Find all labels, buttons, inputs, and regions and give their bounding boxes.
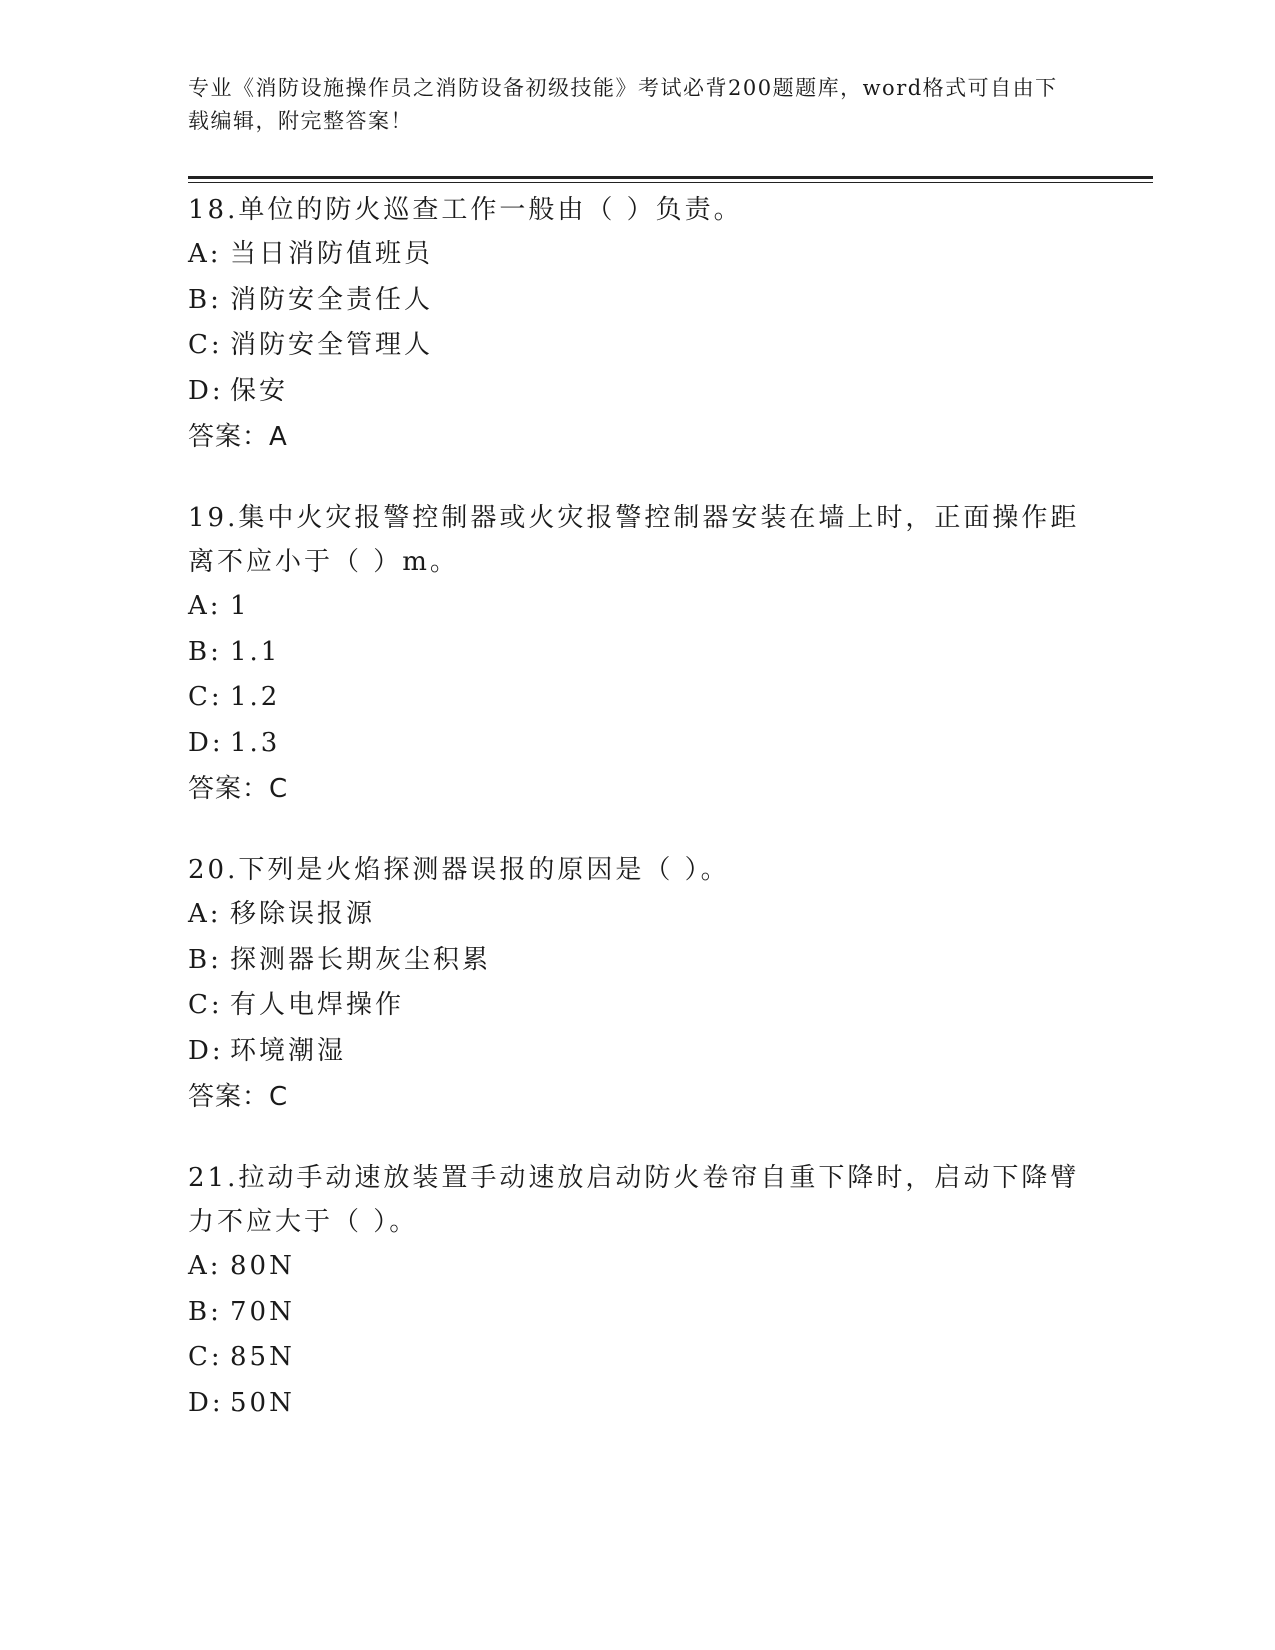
option-letter: D: [188,375,224,406]
answer-line: 答案：C [188,774,289,804]
option-letter: C: [188,682,223,712]
option-c [188,323,1088,369]
option-a [188,584,1088,630]
header-divider-thick [188,176,1153,179]
answer-line: 答案：A [188,422,288,452]
question-18 [188,188,1088,460]
option-d [188,1381,1088,1427]
option-letter: D: [188,1035,224,1066]
option-c [188,983,1088,1029]
option-c [188,1335,1088,1381]
option-text: 1 [230,591,250,621]
option-a [188,892,1088,938]
option-text: 50N [230,1387,295,1418]
option-text: 有人电焊操作 [230,990,405,1020]
question-19 [188,496,1088,812]
question-stem: 19.集中火灾报警控制器或火灾报警控制器安装在墙上时，正面操作距离不应小于（ ）m。 [188,503,1080,577]
option-text: 当日消防值班员 [230,239,434,269]
option-text: 70N [230,1296,295,1327]
question-20 [188,848,1088,1120]
option-text: 1.2 [230,682,281,712]
question-21 [188,1156,1088,1426]
document-header: 专业《消防设施操作员之消防设备初级技能》考试必背200题题库，word格式可自由下载编辑，附完整答案！ [188,76,1058,133]
option-letter: C: [188,330,223,360]
question-list [188,188,1088,1462]
option-b [188,630,1088,676]
answer-line: 答案：C [188,1082,289,1112]
option-b [188,938,1088,984]
option-letter: A: [188,899,222,929]
option-d [188,1029,1088,1075]
option-text: 80N [230,1251,295,1281]
option-text: 1.3 [230,727,281,758]
option-letter: B: [188,284,222,315]
option-letter: A: [188,239,222,269]
option-letter: A: [188,591,222,621]
question-stem: 20.下列是火焰探测器误报的原因是（ ）。 [188,855,730,885]
option-text: 环境潮湿 [230,1035,347,1066]
option-text: 1.1 [230,636,281,667]
option-letter: A: [188,1251,222,1281]
option-letter: B: [188,944,222,975]
header-divider-thin [188,182,1153,183]
option-letter: B: [188,1296,222,1327]
option-c [188,675,1088,721]
option-d [188,369,1088,415]
option-letter: C: [188,1342,223,1372]
option-a [188,232,1088,278]
option-letter: B: [188,636,222,667]
option-a [188,1244,1088,1290]
option-text: 保安 [230,375,289,406]
option-d [188,721,1088,767]
option-letter: C: [188,990,223,1020]
question-stem: 21.拉动手动速放装置手动速放启动防火卷帘自重下降时，启动下降臂力不应大于（ ）。 [188,1163,1080,1237]
option-letter: D: [188,727,224,758]
option-letter: D: [188,1387,224,1418]
option-text: 消防安全责任人 [230,284,434,315]
option-text: 85N [230,1342,295,1372]
option-b [188,1290,1088,1336]
option-b [188,278,1088,324]
option-text: 探测器长期灰尘积累 [230,944,492,975]
question-stem: 18.单位的防火巡查工作一般由（ ）负责。 [188,195,743,225]
option-text: 移除误报源 [230,899,376,929]
option-text: 消防安全管理人 [230,330,434,360]
